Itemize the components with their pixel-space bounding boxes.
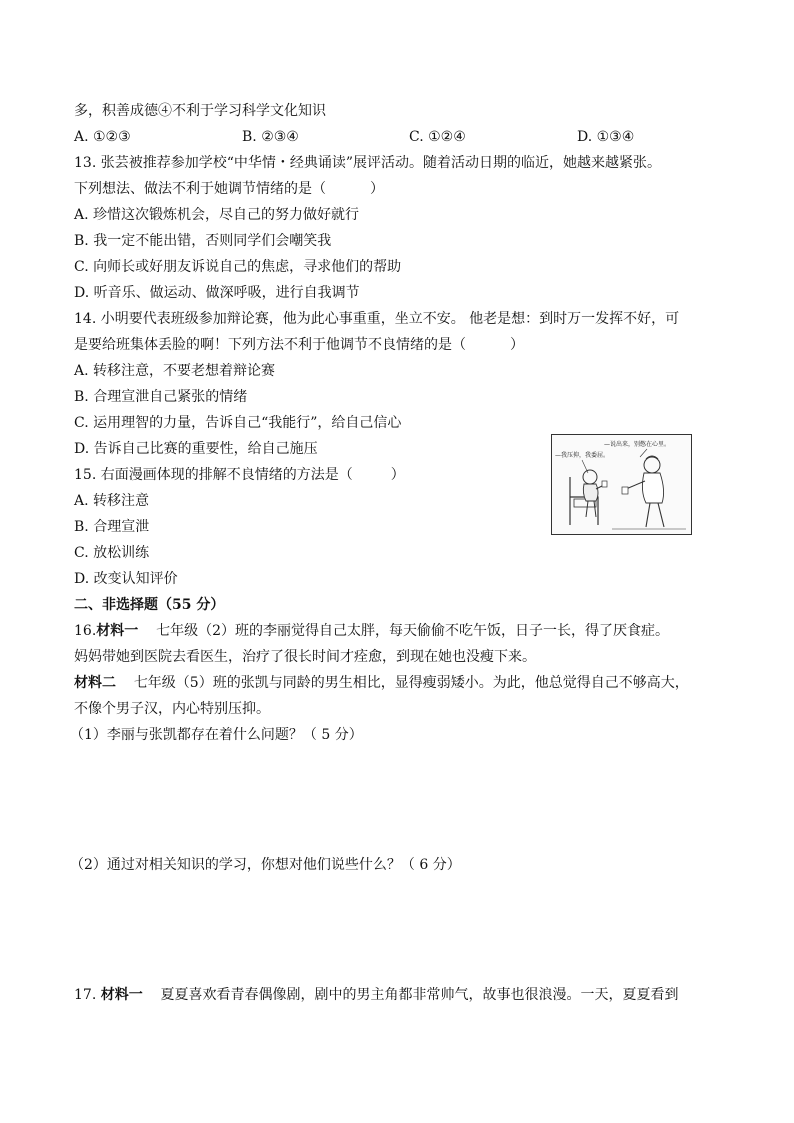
q16-material-2: 材料二 七年级（5）班的张凯与同龄的男生相比，显得瘦弱矮小。为此，他总觉得自己不够高大， — [74, 675, 689, 691]
q13-option-c: C. 向师长或好朋友诉说自己的焦虑，寻求他们的帮助 — [74, 259, 402, 275]
q16-material-2-cont: 不像个男子汉，内心特别压抑。 — [74, 701, 270, 717]
q13-option-d: D. 听音乐、做运动、做深呼吸，进行自我调节 — [74, 285, 360, 301]
q14-option-b: B. 合理宣泄自己紧张的情绪 — [74, 389, 248, 405]
q17-material-1: 17. 材料一 夏夏喜欢看青春偶像剧，剧中的男主角都非常帅气，故事也很浪漫。一天，夏夏看到 — [74, 987, 679, 1003]
q13-option-a: A. 珍惜这次锻炼机会，尽自己的努力做好就行 — [74, 207, 360, 223]
q14-option-d: D. 告诉自己比赛的重要性，给自己施压 — [74, 441, 318, 457]
q16-subquestion-1: （1）李丽与张凯都存在着什么问题？（ 5 分） — [70, 727, 363, 743]
q14-stem: 14. 小明要代表班级参加辩论赛，他为此心事重重，坐立不安。 他老是想：到时万一发挥不好，可 — [74, 311, 680, 327]
speech-bubble-top: —说出来，别憋在心里。 — [604, 441, 671, 448]
q13-option-b: B. 我一定不能出错，否则同学们会嘲笑我 — [74, 233, 332, 249]
q13-stem: 13. 张芸被推荐参加学校“中华情・经典诵读”展评活动。随着活动日期的临近，她越来越紧张。 — [74, 155, 662, 171]
q15-option-b: B. 合理宣泄 — [74, 519, 150, 535]
q14-question: 是要给班集体丢脸的啊！下列方法不利于他调节不良情绪的是（ ） — [74, 337, 524, 353]
q12-option-b: B. ②③④ — [242, 129, 299, 145]
q12-option-d: D. ①③④ — [577, 129, 635, 145]
q15-cartoon-image — [551, 434, 692, 535]
q14-option-c: C. 运用理智的力量，告诉自己“我能行”，给自己信心 — [74, 415, 402, 431]
q15-stem: 15. 右面漫画体现的排解不良情绪的方法是（ ） — [74, 467, 405, 483]
q14-option-a: A. 转移注意，不要老想着辩论赛 — [74, 363, 276, 379]
q13-question: 下列想法、做法不利于她调节情绪的是（ ） — [74, 181, 384, 197]
q16-material-1-cont: 妈妈带她到医院去看医生，治疗了很长时间才痊愈，到现在她也没瘦下来。 — [74, 649, 536, 665]
q12-option-a: A. ①②③ — [74, 129, 131, 145]
q15-option-c: C. 放松训练 — [74, 545, 150, 561]
q15-option-a: A. 转移注意 — [74, 493, 150, 509]
q16-material-1: 16.材料一 七年级（2）班的李丽觉得自己太胖，每天偷偷不吃午饭，日子一长，得了厌食症。 — [74, 623, 669, 639]
q16-subquestion-2: （2）通过对相关知识的学习，你想对他们说些什么？（ 6 分） — [70, 857, 461, 873]
speech-bubble-left: —我压抑，我委屈。 — [555, 452, 610, 459]
q15-option-d: D. 改变认知评价 — [74, 571, 178, 587]
q12-option-c: C. ①②④ — [409, 129, 466, 145]
text-line: 多，积善成德④不利于学习科学文化知识 — [74, 103, 326, 119]
section-heading: 二、非选择题（55 分） — [74, 597, 225, 613]
